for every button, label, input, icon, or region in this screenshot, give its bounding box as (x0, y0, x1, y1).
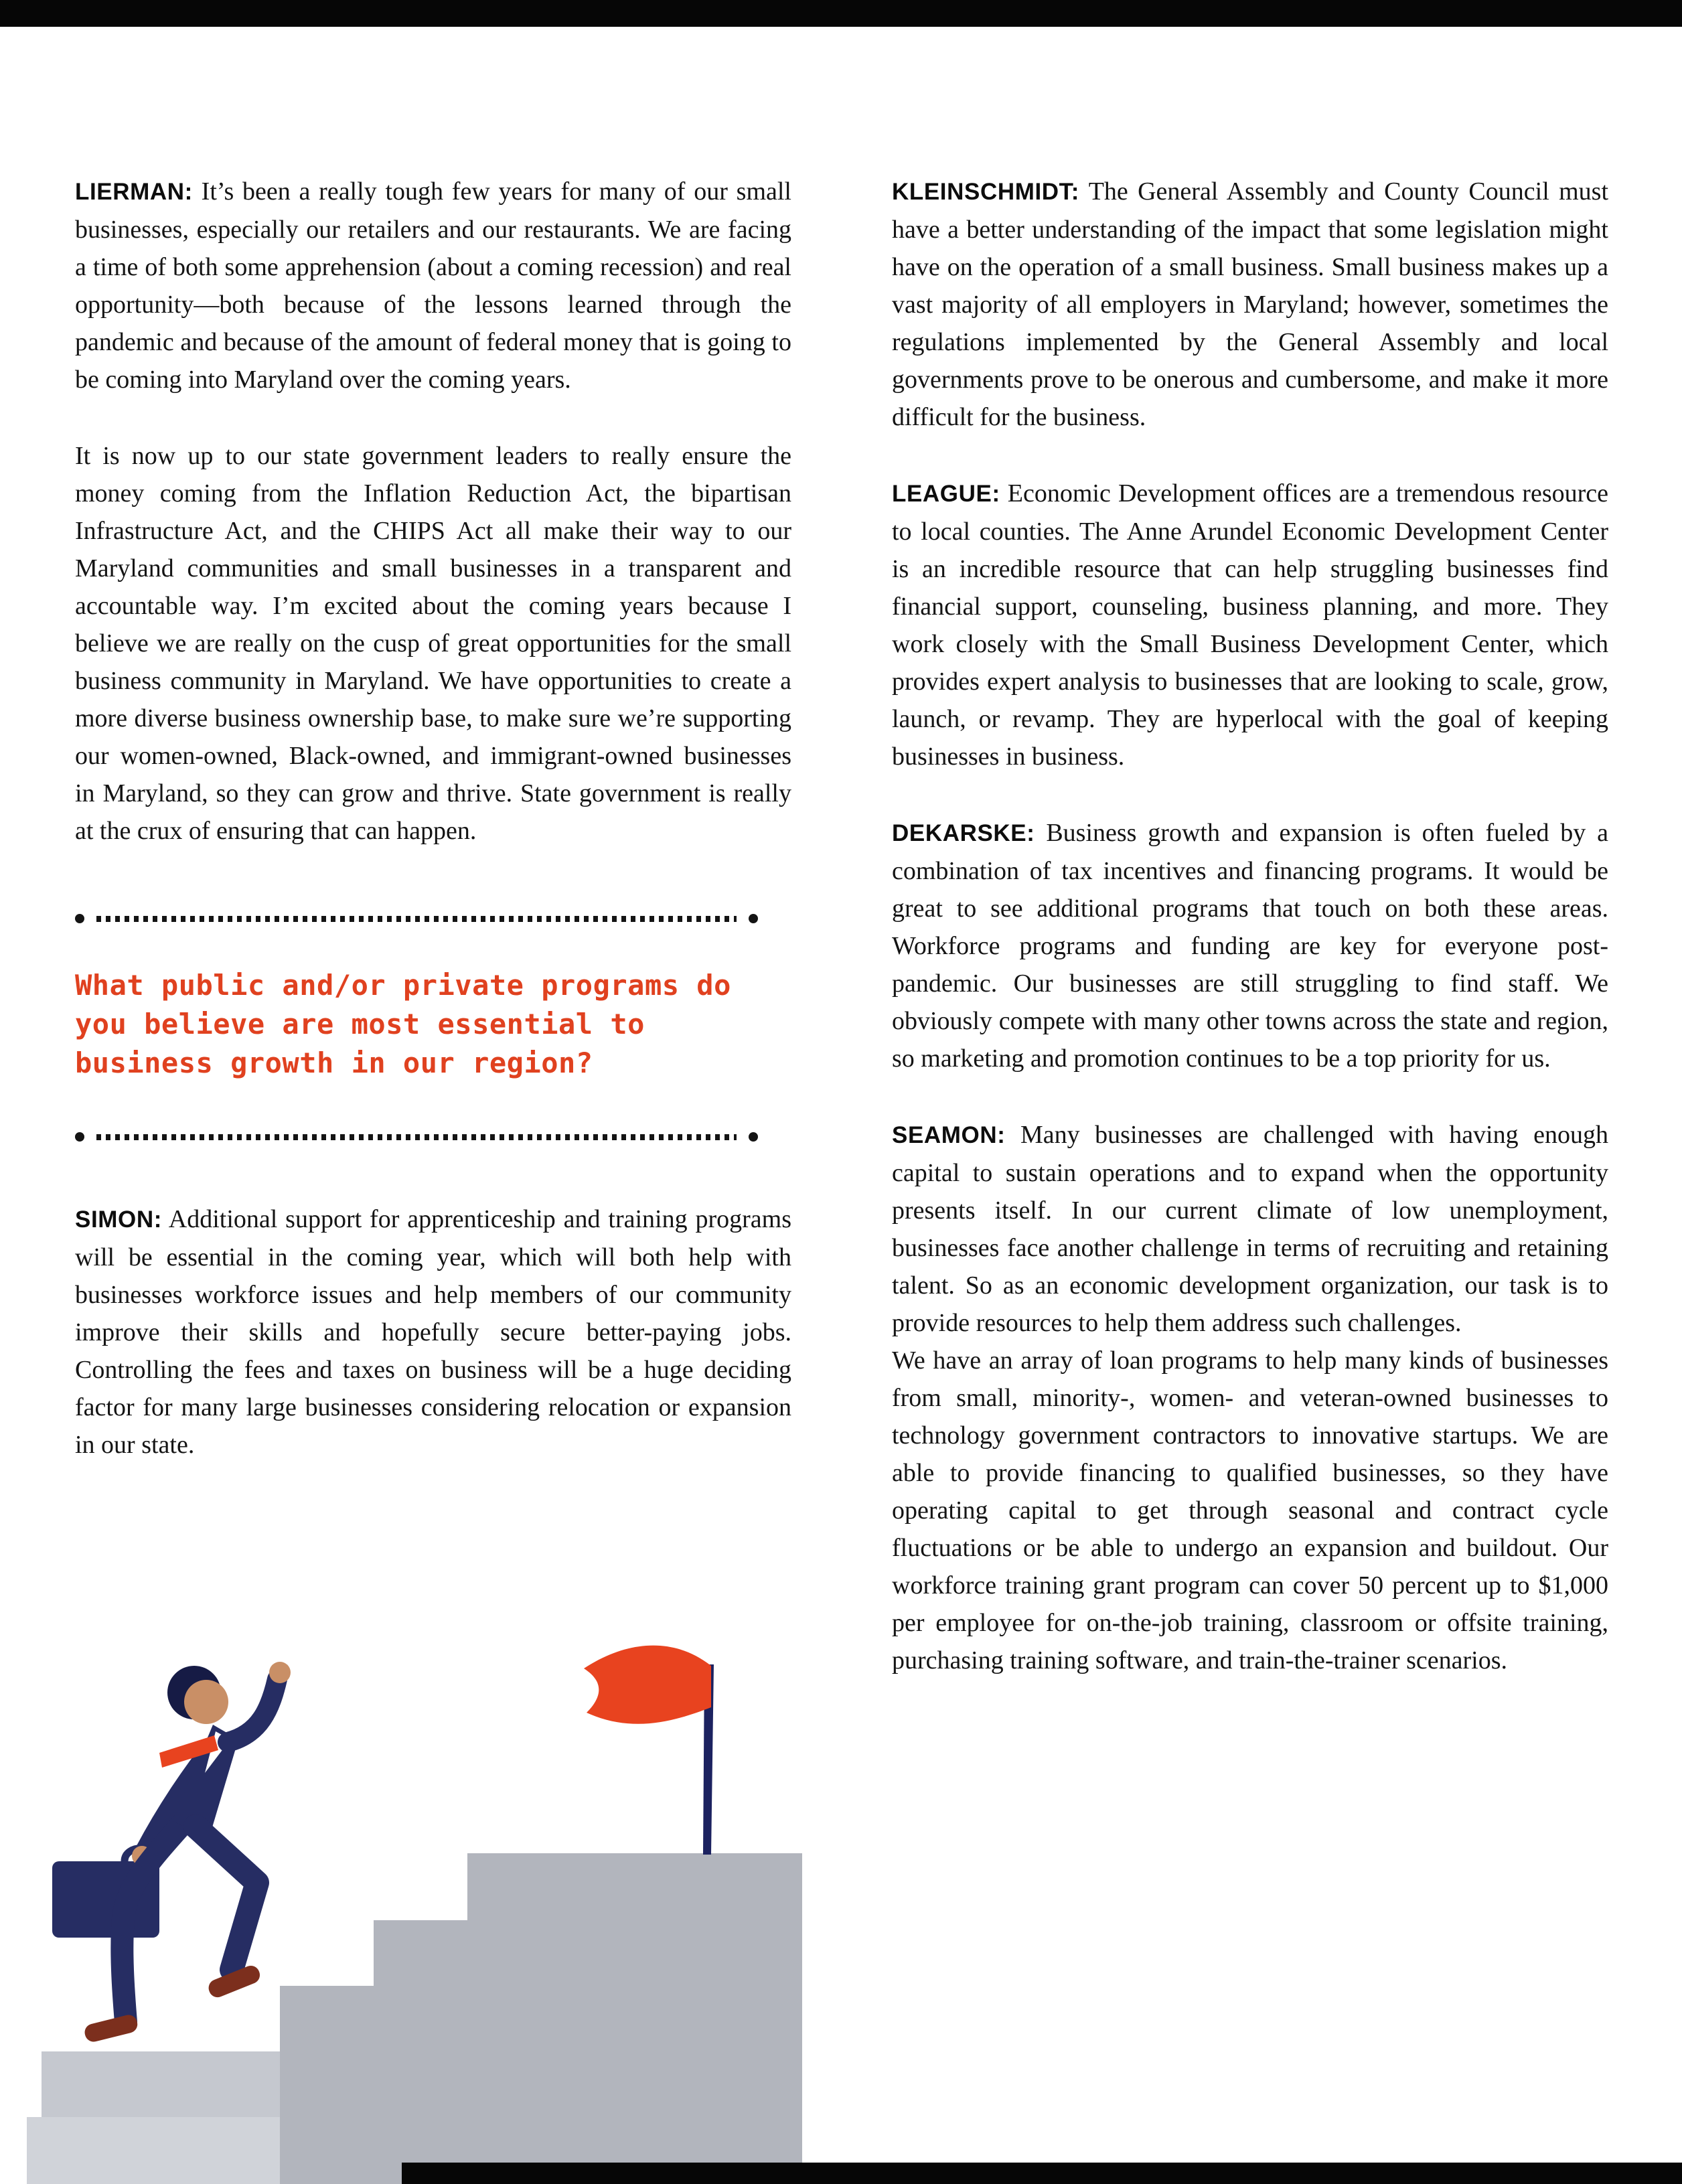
front-arm (228, 1679, 277, 1742)
paragraph-kleinschmidt (892, 173, 1608, 436)
left-column (75, 173, 791, 1502)
divider-dot-left (75, 914, 84, 923)
red-flag (584, 1646, 711, 1724)
speaker-name-simon: SIMON: (75, 1206, 162, 1233)
divider-dot-right (749, 1132, 758, 1142)
paragraph-league (892, 475, 1608, 775)
divider-dot-left (75, 1132, 84, 1142)
dotted-divider-bottom (75, 1132, 758, 1142)
paragraph-seamon-continued (892, 1342, 1608, 1679)
divider-dashed-line (96, 916, 737, 922)
speaker-name-seamon: SEAMON: (892, 1122, 1006, 1148)
paragraph-text: Many businesses are challenged with having enough capital to sustain operations and to expand when the opportunity presents itself. In our current climate of low unemployment, businesses face another challenge in terms of recruiting and retaining talent. So as an economic development organization, our task is to provide resources to help them address such challenges. (892, 1121, 1608, 1337)
top-black-bar (0, 0, 1682, 27)
two-column-text-layout (75, 173, 1608, 1718)
divider-dot-right (749, 914, 758, 923)
paragraph-text: Economic Development offices are a tremendous resource to local counties. The Anne Arundel Economic Development Center is an incredible resource that can help struggling businesses find financial support, counseling, business planning, and more. They work closely with the Small Business Development Center, which provides expert analysis to businesses that are looking to scale, grow, launch, or revamp. They are hyperlocal with the goal of keeping businesses in business. (892, 479, 1609, 771)
paragraph-text: Additional support for apprenticeship and training programs will be essential in the coming year, which will both help with businesses workforce issues and help members of our community improve their skills and hopefully secure better-paying jobs. Controlling the fees and taxes on business will be a huge deciding factor for many large businesses considering relocation or expansion in our state. (75, 1205, 791, 1459)
bottom-black-bar (402, 2163, 1682, 2184)
running-businessman (52, 1662, 291, 2043)
speaker-name-league: LEAGUE: (892, 481, 1000, 507)
speaker-name-dekarske: DEKARSKE: (892, 820, 1035, 846)
speaker-name-kleinschmidt: KLEINSCHMIDT: (892, 179, 1080, 205)
right-column (892, 173, 1608, 1718)
speaker-name-lierman: LIERMAN: (75, 179, 193, 205)
stair-step-mid (280, 1986, 375, 2184)
paragraph-simon (75, 1200, 791, 1464)
paragraph-text: The General Assembly and County Council must have a better understanding of the impact that some legislation might have on the operation of a small business. Small business makes up a vast majority of all employers in Maryland; however, sometimes the regulations implemented by the General Assembly and local governments prove to be onerous and cumbersome, and make it more difficult for the business. (892, 177, 1608, 431)
divider-dashed-line (96, 1134, 737, 1140)
goal-flag (584, 1646, 714, 1855)
dotted-divider-top (75, 914, 758, 923)
stairs-flag-illustration (0, 1607, 837, 2184)
front-hand-fist (269, 1662, 291, 1683)
paragraph-dekarske (892, 814, 1608, 1077)
front-leg (196, 1826, 257, 1970)
paragraph-text: Business growth and expansion is often fueled by a combination of tax incentives and financing programs. It would be great to see additional programs that touch on both these areas. Workforce programs and funding are key for everyone post-pandemic. Our businesses are still struggling to find staff. We obviously compete with many other towns across the state and region, so marketing and promotion continues to be a top priority for us. (892, 819, 1609, 1073)
paragraph-seamon (892, 1116, 1608, 1342)
back-shoe (83, 2013, 139, 2044)
paragraph-text: It’s been a really tough few years for many of our small businesses, especially our retailers and our restaurants. We are facing a time of both some apprehension (about a coming recession) and real opportunity—both because of the lessons learned through the pandemic and because of the amount of federal money that is going to be coming into Maryland over the coming years. (75, 177, 791, 394)
paragraph-lierman-continued (75, 437, 791, 850)
paragraph-lierman (75, 173, 791, 398)
question-heading: What public and/or private programs do you believe are most essential to business growth in our region? (75, 969, 731, 1079)
stair-step-high (374, 1920, 469, 2184)
head (184, 1680, 228, 1724)
stair-platform-top (467, 1853, 802, 2184)
paragraph-text: We have an array of loan programs to help many kinds of businesses from small, minority-, women- and veteran-owned businesses to technology government contractors to innovative startups. We are able to provide financing to qualified businesses, so they have operating capital to get through seasonal and contract cycle fluctuations or be able to undergo an expansion and buildout. Our workforce training grant program can cover 50 percent up to $1,000 per employee for on-the-job training, classroom or offsite training, purchasing training software, and train-the-trainer scenarios. (892, 1346, 1608, 1674)
paragraph-text: It is now up to our state government leaders to really ensure the money coming from the Inflation Reduction Act, the bipartisan Infrastructure Act, and the CHIPS Act all make their way to our Maryland communities and small businesses in a transparent and accountable way. I’m excited about the coming years because I believe we are really on the cusp of great opportunities for the small business community in Maryland. We have opportunities to create a more diverse business ownership base, to make sure we’re supporting our women-owned, Black-owned, and immigrant-owned businesses in Maryland, so they can grow and thrive. State government is really at the crux of ensuring that can happen. (75, 442, 791, 845)
